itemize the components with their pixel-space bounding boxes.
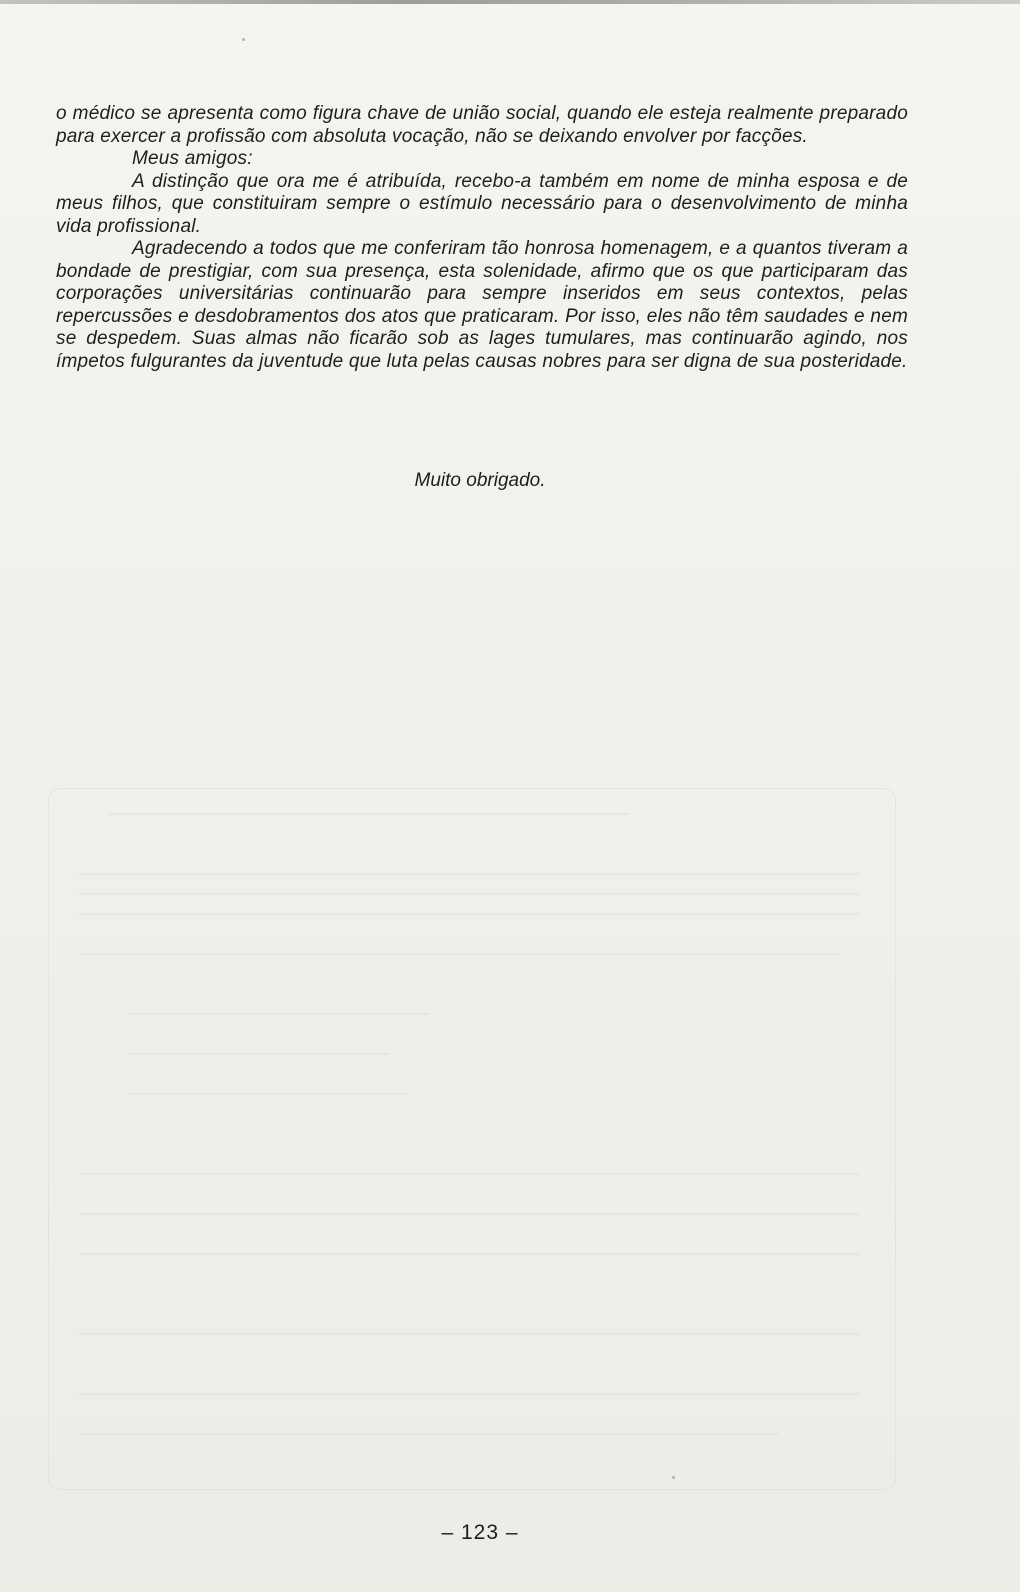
bleed-line <box>79 893 859 895</box>
bleed-line <box>79 1333 859 1335</box>
bleed-line <box>79 1213 859 1215</box>
bleed-line <box>109 813 629 815</box>
paragraph-thanks: Agradecendo a todos que me conferiram tão honrosa homenagem, e a quantos tiveram a bondade de prestigiar, com sua presença, esta solenidade, afirmo que os que participaram das corporações universitárias continuarão para sempre inseridos em seus contextos, pelas repercussões e desdobramentos dos atos que praticaram. Por isso, eles não têm saudades e nem se despedem. Suas almas não ficarão sob as lages tumulares, mas continuarão agindo, nos ímpetos fulgurantes da juventude que luta pelas causas nobres para ser digna de sua posteridade. <box>56 238 908 372</box>
bleed-line <box>79 913 859 915</box>
bleed-line <box>79 1253 859 1255</box>
bleed-line <box>129 1093 409 1095</box>
bleed-line <box>79 1393 859 1395</box>
page-number: – 123 – <box>441 1521 519 1544</box>
bleed-line <box>79 1173 859 1175</box>
bleed-through-frame <box>48 788 896 1490</box>
paper-speck <box>672 1476 675 1479</box>
bleed-line <box>129 1013 429 1015</box>
paragraph-dedication: A distinção que ora me é atribuída, recebo-a também em nome de minha esposa e de meus filhos, que constituiram sempre o estímulo necessário para o desenvolvimento de minha vida profissional. <box>56 170 908 237</box>
speech-body <box>56 103 908 373</box>
paragraph-salutation: Meus amigos: <box>132 148 253 169</box>
bleed-line <box>129 1053 389 1055</box>
top-edge-rule <box>0 0 1020 4</box>
bleed-line <box>79 953 839 955</box>
bleed-line <box>79 1433 779 1435</box>
paper-speck <box>242 38 245 41</box>
bleed-line <box>79 873 859 875</box>
closing-remark: Muito obrigado. <box>414 470 546 491</box>
paragraph-closing-sentence: o médico se apresenta como figura chave de união social, quando ele esteja realmente preparado para exercer a profissão com absoluta vocação, não se deixando envolver por facções. <box>56 103 908 147</box>
